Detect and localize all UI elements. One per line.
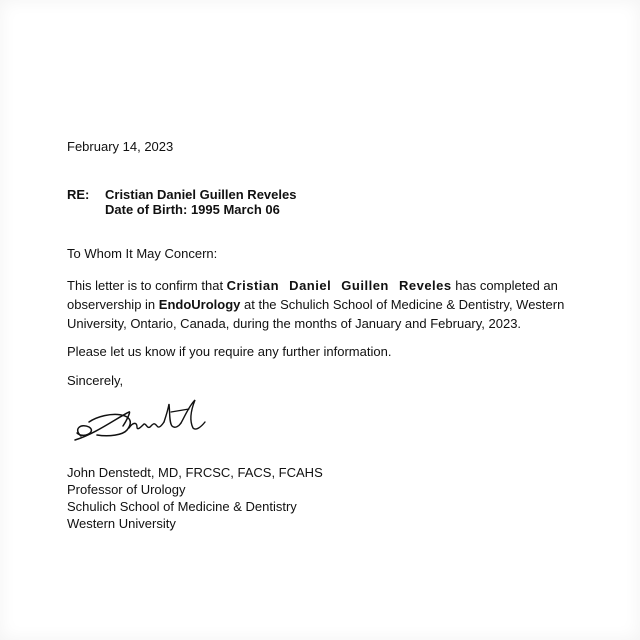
signer-university: Western University (67, 516, 176, 531)
signer-name: John Denstedt, MD, FRCSC, FACS, FCAHS (67, 465, 323, 480)
signer-school: Schulich School of Medicine & Dentistry (67, 499, 297, 514)
re-block (67, 187, 567, 217)
handwritten-signature (67, 396, 207, 444)
p1-student-name: Cristian Daniel Guillen Reveles (226, 278, 452, 293)
re-name: Cristian Daniel Guillen Reveles (105, 187, 297, 202)
re-label: RE: (67, 187, 90, 202)
p1-text-b: has completed an observership in (67, 278, 558, 312)
letter-body (67, 139, 567, 532)
signature-block (67, 464, 567, 532)
signer-title: Professor of Urology (67, 482, 186, 497)
p1-text-c: at the Schulich School of Medicine & Dentistry, Western University, Ontario, Canada, during the months of January and February, 2023. (67, 297, 565, 331)
re-date-of-birth: Date of Birth: 1995 March 06 (105, 202, 280, 217)
closing: Sincerely, (67, 373, 124, 388)
confirmation-paragraph (67, 276, 567, 333)
greeting: To Whom It May Concern: (67, 246, 218, 261)
p1-program: EndoUrology (158, 297, 241, 312)
followup-paragraph: Please let us know if you require any further information. (67, 344, 392, 359)
letter-date: February 14, 2023 (67, 139, 174, 154)
p1-text-a: This letter is to confirm that (67, 278, 227, 293)
re-lines (105, 187, 296, 217)
